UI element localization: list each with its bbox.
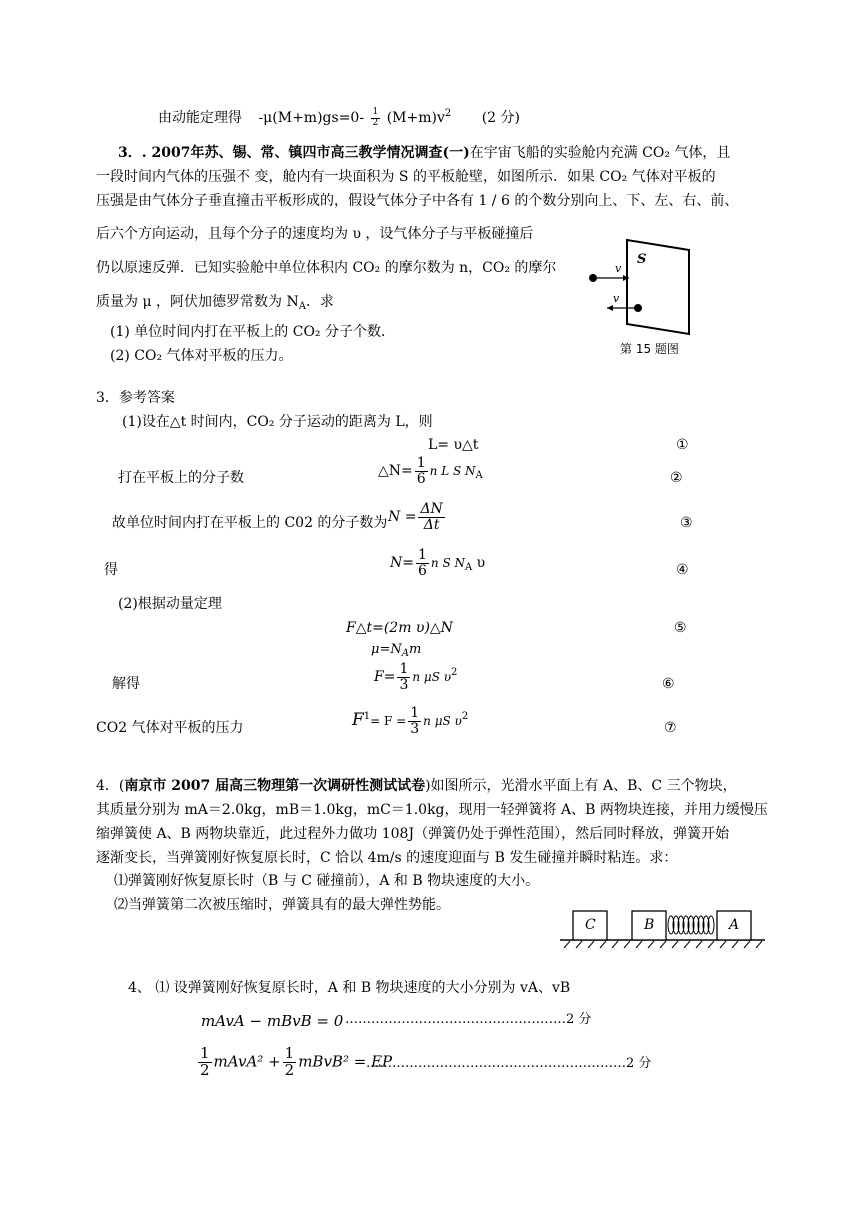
marker-3: ③ bbox=[680, 515, 693, 531]
energy-theorem-line bbox=[158, 108, 520, 128]
answer4-intro: 4、 ⑴ 设弹簧刚好恢复原长时，A 和 B 物块速度的大小分别为 vA、vB bbox=[128, 980, 571, 996]
block-c-label: C bbox=[585, 917, 596, 933]
answer3-label7: CO2 气体对平板的压力 bbox=[96, 720, 244, 736]
answer4-dots2: ……………………………………………………2 分 bbox=[366, 1056, 652, 1071]
energy-theorem-score: (2 分) bbox=[481, 110, 520, 126]
fraction-one-sixth-2: $\frac{1}{6}$ bbox=[417, 547, 427, 579]
answer3-label2: 打在平板上的分子数 bbox=[118, 470, 244, 486]
answer3-eq1: L= υ△t bbox=[428, 437, 479, 453]
marker-2: ② bbox=[670, 470, 683, 486]
answer3-eq6: F= $\frac{1}{3}$ n μS $\upsilon^2$ bbox=[374, 661, 458, 693]
fraction-one-third: $\frac{1}{3}$ bbox=[399, 661, 409, 693]
q3-line3: 压强是由气体分子垂直撞击平板形成的，假设气体分子中各有 1 / 6 的个数分别向上、下、左、右、前、 bbox=[96, 193, 739, 209]
plate-figure bbox=[585, 238, 695, 363]
answer3-eq5b: $\mu=N_Am$ bbox=[371, 642, 422, 659]
answer4-eq2: $\frac{1}{2}$ mAvA² + $\frac{1}{2}$ mBvB² = EP bbox=[200, 1044, 393, 1079]
block-b-label: B bbox=[644, 917, 655, 933]
q4-line4: 逐渐变长，当弹簧刚好恢复原长时，C 恰以 4m/s 的速度迎面与 B 发生碰撞并瞬时粘连。求： bbox=[96, 850, 678, 866]
velocity-label-1: v bbox=[615, 262, 622, 275]
q3-line1 bbox=[118, 141, 730, 165]
marker-5: ⑤ bbox=[674, 620, 687, 636]
q4-line3: 缩弹簧使 A、B 两物块靠近，此过程外力做功 108J（弹簧仍处于弹性范围），然后同时释放，弹簧开始 bbox=[96, 826, 730, 842]
q3-line2: 一段时间内气体的压强不 变，舱内有一块面积为 S 的平板舱壁，如图所示．如果 CO₂ 气体对平板的 bbox=[96, 169, 716, 185]
ground-hatching bbox=[564, 941, 762, 948]
answer4-eq1: mAvA − mBvB = 0 bbox=[201, 1012, 344, 1030]
q3-item2: (2) CO₂ 气体对平板的压力。 bbox=[110, 348, 293, 364]
marker-7: ⑦ bbox=[664, 720, 677, 736]
energy-theorem-lead: 由动能定理得 bbox=[158, 110, 242, 126]
plate-label: S bbox=[637, 252, 647, 267]
answer3-label6: 解得 bbox=[112, 676, 140, 692]
fraction-dn-dt: $\frac{\Delta N}{\Delta t}$ bbox=[420, 501, 443, 533]
answer3-label3: 故单位时间内打在平板上的 C02 的分子数为 bbox=[112, 515, 388, 531]
block-a-label: A bbox=[729, 917, 740, 933]
answer3-eq4: N= $\frac{1}{6}$ n S $N_A$ υ bbox=[390, 547, 486, 579]
figure-caption: 第 15 题图 bbox=[620, 342, 679, 356]
energy-theorem-power: 2 bbox=[444, 108, 452, 119]
q4-source: 南京市 2007 届高三物理第一次调研性测试试卷 bbox=[124, 778, 426, 794]
fraction-one-sixth: $\frac{1}{6}$ bbox=[416, 455, 426, 487]
q4-line1: 4．(南京市 2007 届高三物理第一次调研性测试试卷)如图所示，光滑水平面上有 A、B、C 三个物块， bbox=[96, 778, 737, 794]
q4-line2: 其质量分别为 mA＝2.0kg，mB＝1.0kg，mC＝1.0kg，现用一轻弹簧将 A、B 两物块连接，并用力缓慢压 bbox=[96, 802, 768, 818]
q3-line1-rest: 在宇宙飞船的实验舱内充满 CO₂ 气体，且 bbox=[469, 145, 731, 161]
q3-line4: 后六个方向运动，且每个分子的速度均为 υ ，设气体分子与平板碰撞后 bbox=[96, 226, 534, 242]
marker-4: ④ bbox=[676, 562, 689, 578]
answer3-step1: (1)设在△t 时间内，CO₂ 分子运动的距离为 L，则 bbox=[122, 414, 433, 430]
energy-theorem-eq-a: -μ(M+m)gs=0- bbox=[258, 110, 365, 126]
q3-number: 3． bbox=[118, 145, 142, 161]
q3-line5: 仍以原速反弹．已知实验舱中单位体积内 CO₂ 的摩尔数为 n，CO₂ 的摩尔 bbox=[96, 260, 557, 276]
molecule-right bbox=[634, 304, 642, 312]
fraction-half: $\frac{1}{2}$ bbox=[372, 107, 379, 128]
marker-1: ① bbox=[676, 437, 689, 453]
spring bbox=[668, 916, 714, 934]
answer3-eq3: N = $\frac{\Delta N}{\Delta t}$ bbox=[388, 501, 443, 533]
molecule-left bbox=[589, 274, 597, 282]
answer3-eq2: △N= $\frac{1}{6}$ n L S $N_A$ bbox=[378, 455, 483, 487]
answer3-title: 3．参考答案 bbox=[96, 390, 175, 406]
answer3-step2: (2)根据动量定理 bbox=[118, 596, 222, 612]
answer3-eq5: F△t=(2m υ)△N bbox=[346, 620, 453, 636]
q4-item2: ⑵当弹簧第二次被压缩时，弹簧具有的最大弹性势能。 bbox=[114, 897, 450, 913]
velocity-label-2: v bbox=[613, 292, 620, 305]
fraction-half-a: $\frac{1}{2}$ bbox=[200, 1044, 210, 1079]
q3-item1: (1) 单位时间内打在平板上的 CO₂ 分子个数． bbox=[110, 324, 395, 340]
marker-6: ⑥ bbox=[662, 676, 675, 692]
answer3-eq7: $F^1= F$ = $\frac{1}{3}$ n μS $\upsilon^2$ bbox=[352, 705, 469, 737]
q3-line6: 质量为 μ ，阿伏加德罗常数为 $N_A$．求 bbox=[96, 294, 334, 312]
energy-theorem-eq-b: (M+m)v bbox=[386, 110, 445, 126]
blocks-figure bbox=[560, 908, 770, 950]
fraction-half-b: $\frac{1}{2}$ bbox=[284, 1044, 295, 1079]
arrowhead-left bbox=[607, 305, 613, 311]
q4-item1: ⑴弹簧刚好恢复原长时（B 与 C 碰撞前），A 和 B 物块速度的大小。 bbox=[114, 873, 540, 889]
q3-source: . 2007年苏、锡、常、镇四市高三教学情况调查(一) bbox=[141, 145, 470, 161]
answer4-dots1: ……………………………………………2 分 bbox=[345, 1012, 592, 1027]
answer3-label4: 得 bbox=[104, 562, 118, 578]
fraction-one-third-2: $\frac{1}{3}$ bbox=[410, 705, 420, 737]
